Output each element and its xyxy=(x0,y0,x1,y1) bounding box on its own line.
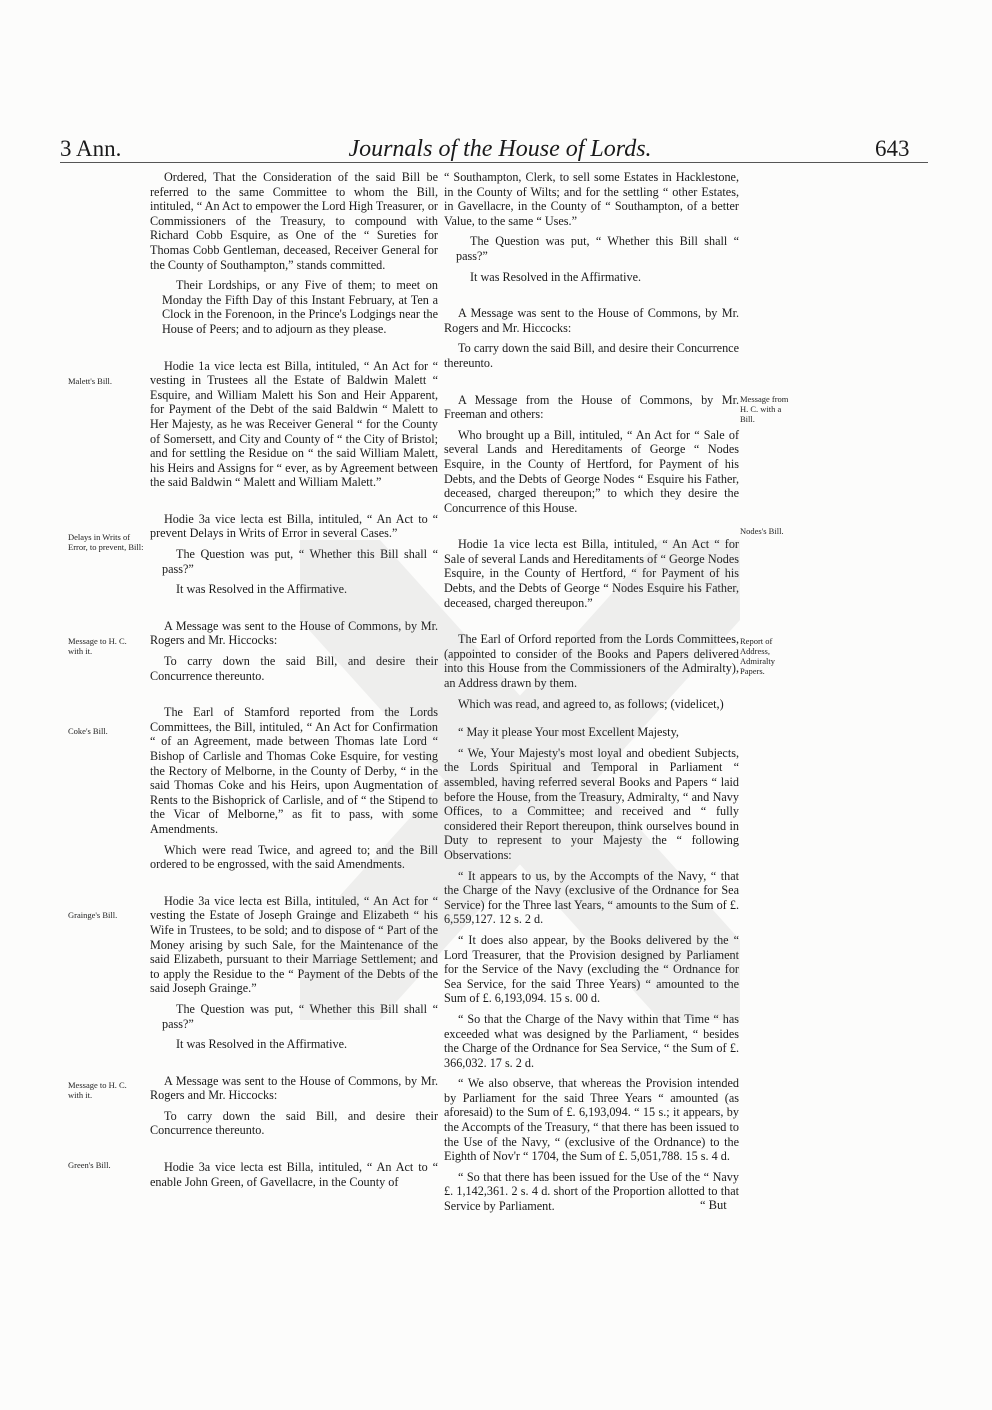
right-column xyxy=(444,170,739,1220)
paragraph: Who brought up a Bill, intituled, “ An Act for “ Sale of several Lands and Hereditaments of George “ Nodes Esquire, in the County of Hertford, for Payment of his Debts, and the Debts of George Nodes “ Esquire his Father, deceased, charged thereupon;” to which they desire the Concurrence of this House. xyxy=(444,427,739,515)
paragraph: “ It does also appear, by the Books delivered by the “ Lord Treasurer, that the Provision designed by Parliament for the Service of the Navy (excluding the “ Ordnance for Sea Service, for the said Three Years) “ amounted to the Sum of £. 6,193,094. 15 s. 00 d. xyxy=(444,932,739,1006)
paragraph: Hodie 3a vice lecta est Billa, intituled, “ An Act for “ vesting the Estate of Joseph Grainge and Elizabeth “ his Wife in Trustees, to be sold; and to dispose of “ Part of the Money arising by such Sale, for the Maintenance of the said Elizabeth, pursuant to their Marriage Settlement; and to apply the Residue to the “ Payment of the Debts of the said Joseph Grainge.” xyxy=(150,893,438,996)
paragraph: “ So that the Charge of the Navy within that Time “ has exceeded what was designed by the Parliament, “ besides the Charge of the Ordnance for Sea Service, “ the Sum of £. 366,032. 17 s. 2 d. xyxy=(444,1011,739,1070)
header-rule xyxy=(60,162,928,163)
paragraph: Hodie 1a vice lecta est Billa, intituled, “ An Act for “ vesting in Trustees all the Estate of Baldwin Malett “ Esquire, and William Malett his Son and Heir Apparent, for Payment of the Debt of the said Baldwin “ Malett to Her Majesty, as he was Receiver General “ for the County of Somersett, and City and County of “ the City of Bristol; and for settling the Residue on “ the said William Malett, his Heirs and Assigns for “ ever, as by Agreement between the said Baldwin “ Malett and William Malett.” xyxy=(150,358,438,490)
paragraph: It was Resolved in the Affirmative. xyxy=(470,269,642,284)
paragraph: Their Lordships, or any Five of them; to meet on Monday the Fifth Day of this Instant February, at Ten a Clock in the Forenoon, in the Prince's Lodgings near the House of Peers; and to adjourn as they please. xyxy=(162,278,438,336)
paragraph: It was Resolved in the Affirmative. xyxy=(176,1037,348,1052)
paragraph: Ordered, That the Consideration of the said Bill be referred to the same Committee to whom the Bill, intituled, “ An Act to empower the Lord High Treasurer, or Commissioners of the Treasury, to compound with Richard Cobb Esquire, as One of the “ Sureties for Thomas Cobb Gentleman, deceased, Receiver General for the County of Southampton,” stands committed. xyxy=(150,170,438,272)
paragraph: It was Resolved in the Affirmative. xyxy=(176,582,348,597)
margin-note: Delays in Writs of Error, to prevent, Bill: xyxy=(68,532,144,552)
paragraph: “ We also observe, that whereas the Provision intended by Parliament for the said Three Years “ amounted (as aforesaid) to the Sum of £. 6,193,094. “ 15 s.; it appears, by the Accompts of the Treasury, “ that there has been issued to the Use of the Navy, “ (exclusive of the Ordnance) to the Eighth of Nov'r “ 1704, the Sum of £. 5,051,788. 15 s. 4 d. xyxy=(444,1076,739,1164)
catchword: “ But xyxy=(700,1198,727,1212)
paragraph: A Message was sent to the House of Commons, by Mr. Rogers and Mr. Hiccocks: xyxy=(150,618,438,648)
margin-note: Message to H. C. with it. xyxy=(68,1080,127,1100)
paragraph: “ May it please Your most Excellent Majesty, xyxy=(458,725,679,740)
paragraph: A Message was sent to the House of Commons, by Mr. Rogers and Mr. Hiccocks: xyxy=(444,306,739,335)
paragraph: The Question was put, “ Whether this Bill shall “ pass?” xyxy=(162,547,438,576)
paragraph: The Question was put, “ Whether this Bill shall “ pass?” xyxy=(162,1001,438,1031)
paragraph: The Earl of Stamford reported from the Lords Committees, the Bill, intituled, “ An Act for Confirmation “ of an Agreement, made between Thomas late Lord “ Bishop of Carlisle and Thomas Coke Esquire, for vesting the Rectory of Melborne, in the County of Derby, “ in the said Thomas Coke and his Heirs, upon Augmentation of Rents to the Bishoprick of Carlisle, and of “ the Stipend to the Vicar of Melborne,” as fit to pass, with some Amendments. xyxy=(150,705,438,836)
left-column xyxy=(150,170,438,1195)
margin-note: Coke's Bill. xyxy=(68,726,108,736)
margin-note: Message to H. C. with it. xyxy=(68,636,127,656)
regnal-year: 3 Ann. xyxy=(60,136,122,161)
page-number: 643 xyxy=(875,136,910,161)
margin-note: Message from H. C. with a Bill. xyxy=(740,394,789,424)
margin-note: Nodes's Bill. xyxy=(740,526,784,536)
paragraph: To carry down the said Bill, and desire their Concurrence thereunto. xyxy=(150,1108,438,1138)
paragraph: The Earl of Orford reported from the Lords Committees, (appointed to consider of the Books and Papers delivered into this House from the Commissioners of the Admiralty), an Address drawn by them. xyxy=(444,632,739,691)
margin-note: Malett's Bill. xyxy=(68,376,113,386)
running-title: Journals of the House of Lords. xyxy=(348,136,652,162)
margin-note: Report of Address, Admiralty Papers. xyxy=(740,636,775,676)
paragraph: To carry down the said Bill, and desire their Concurrence thereunto. xyxy=(444,341,739,370)
margin-note: Grainge's Bill. xyxy=(68,910,118,920)
paragraph: Hodie 1a vice lecta est Billa, intituled, “ An Act “ for Sale of several Lands and Hereditaments of “ George Nodes Esquire, in the County of Hertford, “ for Payment of his Debts, and the Debts of George “ Nodes Esquire his Father, deceased, charged thereupon.” xyxy=(444,537,739,610)
paragraph: “ It appears to us, by the Accompts of the Navy, “ that the Charge of the Navy (exclusive of the Ordnance for Sea Service) for the Three last Years, “ amounts to the Sum of £. 6,559,127. 12 s. 2 d. xyxy=(444,868,739,927)
paragraph: The Question was put, “ Whether this Bill shall “ pass?” xyxy=(456,234,739,263)
paragraph: “ We, Your Majesty's most loyal and obedient Subjects, the Lords Spiritual and Temporal in Parliament “ assembled, having referred several Books and Papers “ laid before the House, from the Treasury, Admiralty, “ and Navy Offices, to a Committee; and received and “ fully considered their Report thereupon, think ourselves bound in Duty to represent to your Majesty the “ following Observations: xyxy=(444,745,739,862)
paragraph: Which were read Twice, and agreed to; and the Bill ordered to be engrossed, with the said Amendments. xyxy=(150,842,438,872)
paragraph: “ So that there has been issued for the Use of the “ Navy £. 1,142,361. 2 s. 4 d. short of the Proportion allotted to that Service by Parliament. xyxy=(444,1169,739,1214)
paragraph: “ Southampton, Clerk, to sell some Estates in Hacklestone, in the County of Wilts; and for the settling “ other Estates, in Gavellacre, in the County of “ Southampton, of a better Value, to the same “ Uses.” xyxy=(444,170,739,228)
paragraph: To carry down the said Bill, and desire their Concurrence thereunto. xyxy=(150,654,438,683)
paragraph: A Message was sent to the House of Commons, by Mr. Rogers and Mr. Hiccocks: xyxy=(150,1073,438,1103)
paragraph: Hodie 3a vice lecta est Billa, intituled, “ An Act to “ enable John Green, of Gavellacre, in the County of xyxy=(150,1160,438,1189)
margin-note: Green's Bill. xyxy=(68,1160,111,1170)
paragraph: Hodie 3a vice lecta est Billa, intituled, “ An Act to “ prevent Delays in Writs of Error in several Cases.” xyxy=(150,511,438,541)
paragraph: Which was read, and agreed to, as follows; (videlicet,) xyxy=(458,696,724,711)
paragraph: A Message from the House of Commons, by Mr. Freeman and others: xyxy=(444,392,739,422)
